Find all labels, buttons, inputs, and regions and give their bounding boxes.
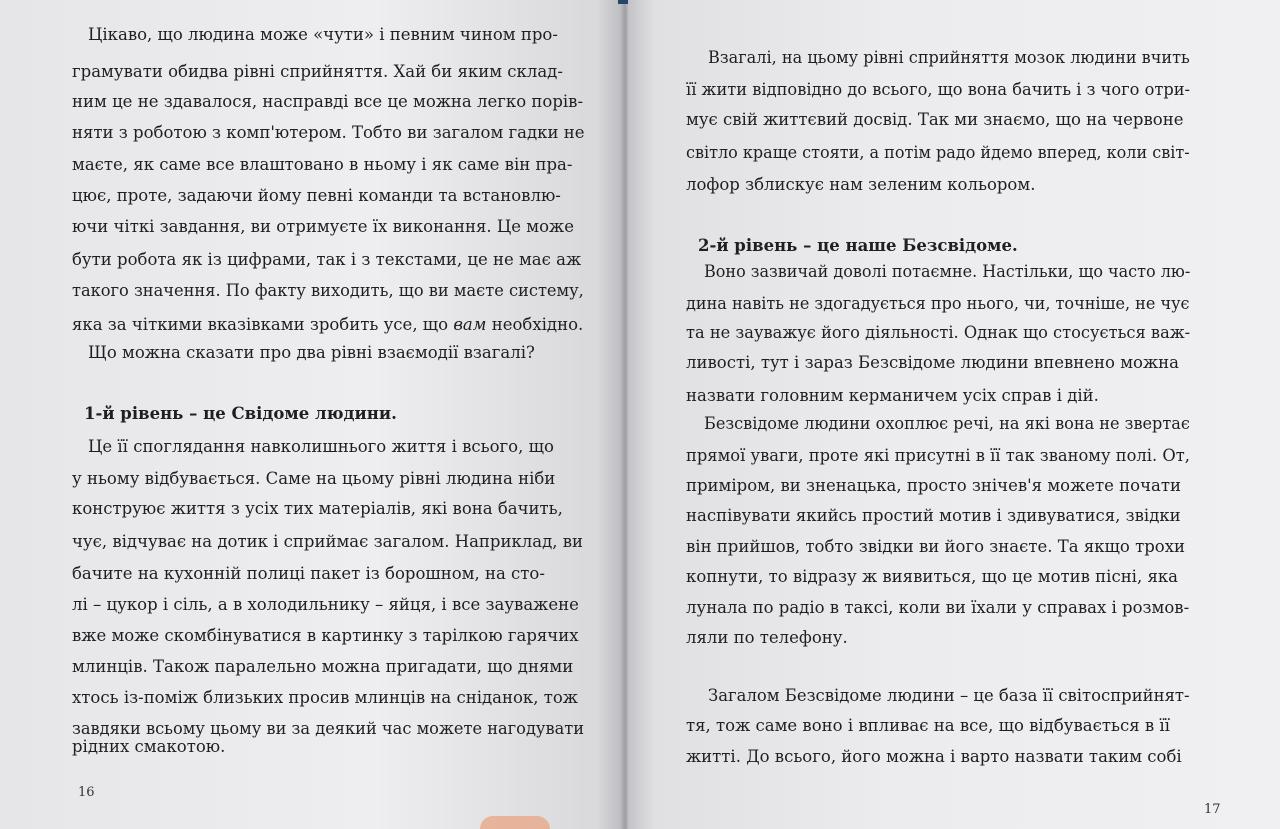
- text-line: тя, тож саме воно і впливає на все, що відбувається в її: [686, 716, 1170, 735]
- text-line: маєте, як саме все влаштовано в ньому і як саме він пра-: [72, 155, 573, 174]
- text-line: Що можна сказати про два рівні взаємодії взагалі?: [88, 343, 535, 362]
- emphasis-word: вам: [453, 315, 487, 334]
- text-line: бути робота як із цифрами, так і з текстами, це не має аж: [72, 250, 582, 269]
- text-line: світло краще стояти, а потім радо йдемо вперед, коли світ-: [686, 143, 1190, 162]
- finger-shadow: [480, 816, 550, 829]
- text-line: млинців. Також паралельно можна пригадати, що днями: [72, 657, 574, 676]
- text-line: рідних смакотою.: [72, 737, 226, 756]
- text-line: Безсвідоме людини охоплює речі, на які вона не звертає: [704, 414, 1190, 433]
- text-line: Загалом Безсвідоме людини – це база її світосприйнят-: [708, 686, 1190, 705]
- text-line: цює, проте, задаючи йому певні команди та встановлю-: [72, 186, 561, 205]
- text-line: конструює життя з усіх тих матеріалів, які вона бачить,: [72, 499, 563, 518]
- section-heading: 2-й рівень – це наше Безсвідоме.: [698, 236, 1018, 255]
- text-line: копнути, то відразу ж виявиться, що це мотив пісні, яка: [686, 567, 1179, 586]
- text-line: вже може скомбінуватися в картинку з тарілкою гарячих: [72, 626, 579, 645]
- text-line: лофор зблискує нам зеленим кольором.: [686, 175, 1036, 194]
- text-line: у ньому відбувається. Саме на цьому рівні людина ніби: [72, 469, 556, 488]
- text-line: лунала по радіо в таксі, коли ви їхали у справах і розмов-: [686, 598, 1190, 617]
- text-line: назвати головним керманичем усіх справ і дій.: [686, 386, 1099, 405]
- text-line: дина навіть не здогадується про нього, чи, точніше, не чує: [686, 294, 1190, 313]
- left-page: [0, 0, 622, 829]
- text-line: та не зауважує його діяльності. Однак що стосується важ-: [686, 323, 1191, 342]
- text-line: няти з роботою з комп'ютером. Тобто ви загалом гадки не: [72, 123, 585, 142]
- text-line: приміром, ви зненацька, просто знічев'я можете почати: [686, 476, 1181, 495]
- text-line: Цікаво, що людина може «чути» і певним чином про-: [88, 25, 558, 44]
- section-heading: 1-й рівень – це Свідоме людини.: [84, 404, 397, 423]
- text-line: такого значення. По факту виходить, що ви маєте систему,: [72, 281, 584, 300]
- text-line: грамувати обидва рівні сприйняття. Хай би яким склад-: [72, 62, 563, 81]
- text-line: Це її споглядання навколишнього життя і всього, що: [88, 437, 554, 456]
- text-line: ляли по телефону.: [686, 628, 848, 647]
- text-line: [72, 315, 583, 335]
- page-number: 17: [1204, 802, 1221, 817]
- text-line: лі – цукор і сіль, а в холодильнику – яйця, і все зауважене: [72, 595, 579, 614]
- text-line: чує, відчуває на дотик і сприймає загалом. Наприклад, ви: [72, 532, 584, 551]
- text-line: прямої уваги, проте які присутні в її так званому полі. От,: [686, 446, 1190, 465]
- right-page: [628, 0, 1280, 829]
- page-number: 16: [78, 785, 95, 800]
- text-line: ючи чіткі завдання, ви отримуєте їх виконання. Це може: [72, 217, 574, 236]
- text-line: ливості, тут і зараз Безсвідоме людини впевнено можна: [686, 353, 1179, 372]
- text-line: житті. До всього, його можна і варто назвати таким собі: [686, 747, 1182, 766]
- text-run: необхідно.: [486, 315, 584, 334]
- text-run: яка за чіткими вказівками зробить усе, що: [72, 315, 449, 334]
- text-line: її жити відповідно до всього, що вона бачить і з чого отри-: [686, 80, 1191, 99]
- text-line: він прийшов, тобто звідки ви його знаєте. Та якщо трохи: [686, 537, 1185, 556]
- text-line: Воно зазвичай доволі потаємне. Настільки, що часто лю-: [704, 262, 1191, 281]
- text-line: бачите на кухонній полиці пакет із борошном, на сто-: [72, 564, 545, 583]
- text-line: наспівувати якийсь простий мотив і здивуватися, звідки: [686, 506, 1181, 525]
- text-line: хтось із-поміж близьких просив млинців на сніданок, тож: [72, 688, 578, 707]
- text-line: Взагалі, на цьому рівні сприйняття мозок людини вчить: [708, 48, 1190, 67]
- text-line: мує свій життєвий досвід. Так ми знаємо, що на червоне: [686, 110, 1184, 129]
- text-line: ним це не здавалося, насправді все це можна легко порів-: [72, 92, 584, 111]
- text-line: завдяки всьому цьому ви за деякий час можете нагодувати: [72, 719, 585, 738]
